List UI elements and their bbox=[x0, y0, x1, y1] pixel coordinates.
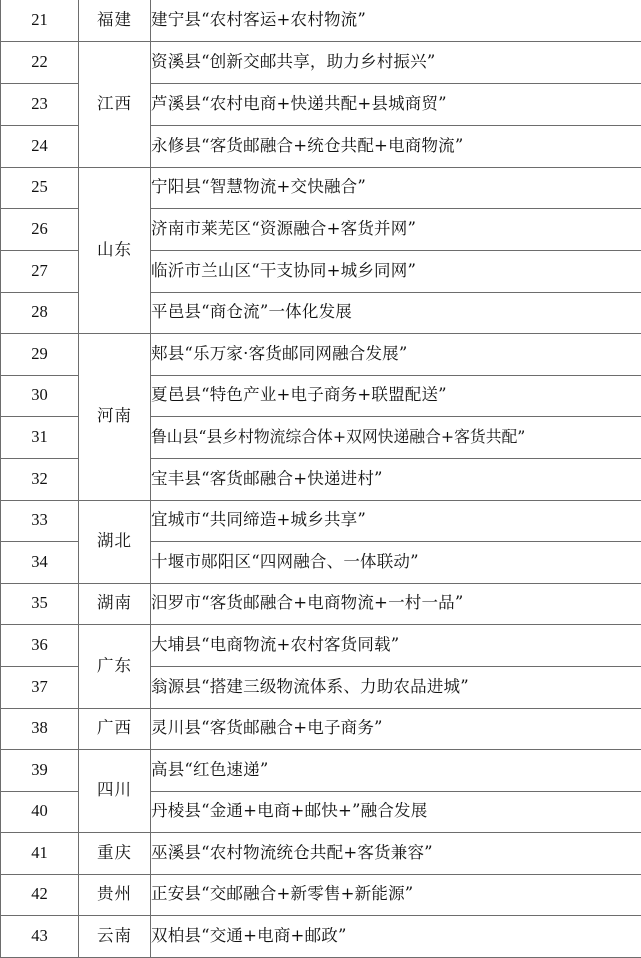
project-cell: 丹棱县“金通+电商+邮快+”融合发展 bbox=[151, 791, 641, 832]
row-number: 32 bbox=[1, 458, 79, 500]
row-number: 40 bbox=[1, 791, 79, 832]
table-row bbox=[1, 500, 641, 541]
row-number: 34 bbox=[1, 541, 79, 583]
row-number: 26 bbox=[1, 208, 79, 250]
table-row bbox=[1, 333, 641, 375]
row-number: 30 bbox=[1, 375, 79, 416]
row-number: 38 bbox=[1, 708, 79, 749]
project-cell: 宝丰县“客货邮融合+快递进村” bbox=[151, 458, 641, 500]
project-cell: 双柏县“交通+电商+邮政” bbox=[151, 915, 641, 957]
row-number: 23 bbox=[1, 83, 79, 125]
table-row bbox=[1, 0, 641, 41]
row-number: 21 bbox=[1, 0, 79, 41]
row-number: 28 bbox=[1, 292, 79, 333]
project-cell: 巫溪县“农村物流统仓共配+客货兼容” bbox=[151, 832, 641, 874]
project-cell: 正安县“交邮融合+新零售+新能源” bbox=[151, 874, 641, 915]
row-number: 29 bbox=[1, 333, 79, 375]
row-number: 37 bbox=[1, 666, 79, 708]
project-cell: 郏县“乐万家·客货邮同网融合发展” bbox=[151, 333, 641, 375]
project-cell: 宜城市“共同缔造+城乡共享” bbox=[151, 500, 641, 541]
row-number: 31 bbox=[1, 416, 79, 458]
province-cell: 贵州 bbox=[79, 874, 151, 915]
row-number: 27 bbox=[1, 250, 79, 292]
table-row bbox=[1, 832, 641, 874]
row-number: 42 bbox=[1, 874, 79, 915]
province-cell: 重庆 bbox=[79, 832, 151, 874]
project-cell: 平邑县“商仓流”一体化发展 bbox=[151, 292, 641, 333]
province-cell: 湖北 bbox=[79, 500, 151, 583]
province-cell: 云南 bbox=[79, 915, 151, 957]
table-row bbox=[1, 583, 641, 624]
project-cell: 夏邑县“特色产业+电子商务+联盟配送” bbox=[151, 375, 641, 416]
table-row bbox=[1, 749, 641, 791]
table-row bbox=[1, 167, 641, 208]
project-cell: 芦溪县“农村电商+快递共配+县城商贸” bbox=[151, 83, 641, 125]
project-cell: 大埔县“电商物流+农村客货同载” bbox=[151, 624, 641, 666]
province-cell: 广西 bbox=[79, 708, 151, 749]
project-cell: 建宁县“农村客运+农村物流” bbox=[151, 0, 641, 41]
row-number: 25 bbox=[1, 167, 79, 208]
province-cell: 广东 bbox=[79, 624, 151, 708]
row-number: 41 bbox=[1, 832, 79, 874]
row-number: 35 bbox=[1, 583, 79, 624]
table-row bbox=[1, 624, 641, 666]
project-cell: 济南市莱芜区“资源融合+客货并网” bbox=[151, 208, 641, 250]
table-row bbox=[1, 708, 641, 749]
project-cell: 宁阳县“智慧物流+交快融合” bbox=[151, 167, 641, 208]
province-cell: 山东 bbox=[79, 167, 151, 333]
province-cell: 河南 bbox=[79, 333, 151, 500]
project-cell: 高县“红色速递” bbox=[151, 749, 641, 791]
project-cell: 灵川县“客货邮融合+电子商务” bbox=[151, 708, 641, 749]
row-number: 39 bbox=[1, 749, 79, 791]
project-cell: 临沂市兰山区“干支协同+城乡同网” bbox=[151, 250, 641, 292]
province-cell: 江西 bbox=[79, 41, 151, 167]
province-cell: 四川 bbox=[79, 749, 151, 832]
project-cell: 永修县“客货邮融合+统仓共配+电商物流” bbox=[151, 125, 641, 167]
project-cell: 汨罗市“客货邮融合+电商物流+一村一品” bbox=[151, 583, 641, 624]
row-number: 43 bbox=[1, 915, 79, 957]
table-row bbox=[1, 874, 641, 915]
project-cell: 十堰市郧阳区“四网融合、一体联动” bbox=[151, 541, 641, 583]
row-number: 24 bbox=[1, 125, 79, 167]
project-cell: 鲁山县“县乡村物流综合体+双网快递融合+客货共配” bbox=[151, 416, 641, 458]
row-number: 36 bbox=[1, 624, 79, 666]
project-cell: 资溪县“创新交邮共享，助力乡村振兴” bbox=[151, 41, 641, 83]
project-cell: 翁源县“搭建三级物流体系、力助农品进城” bbox=[151, 666, 641, 708]
province-cell: 湖南 bbox=[79, 583, 151, 624]
province-cell: 福建 bbox=[79, 0, 151, 41]
table-row bbox=[1, 41, 641, 83]
row-number: 22 bbox=[1, 41, 79, 83]
row-number: 33 bbox=[1, 500, 79, 541]
table-row bbox=[1, 915, 641, 957]
